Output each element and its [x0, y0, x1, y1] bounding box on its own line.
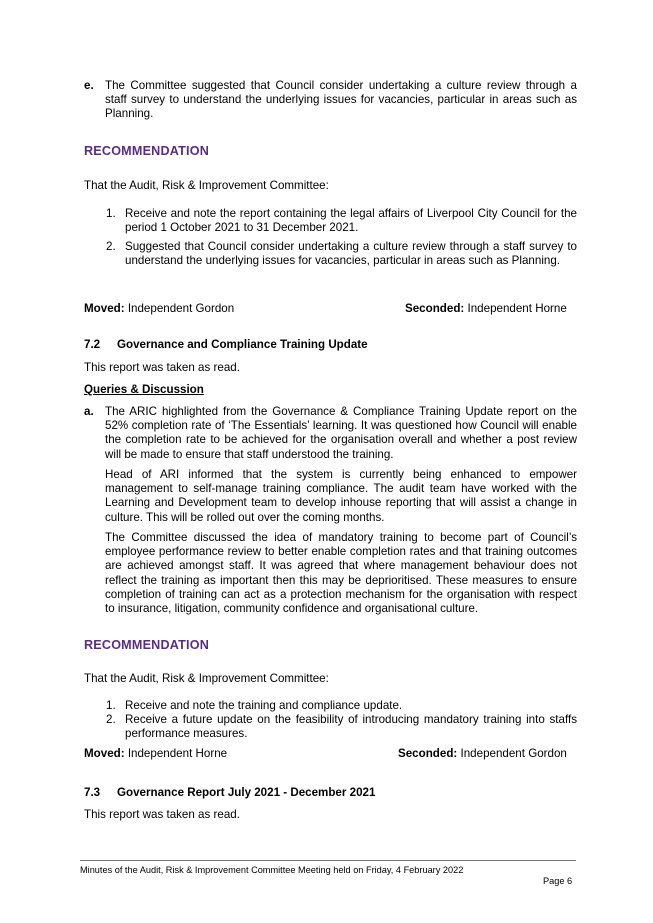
- section-title: Governance and Compliance Training Update: [117, 338, 368, 351]
- list-item: Receive and note the training and compliance update.: [125, 699, 403, 712]
- list-number: 2.: [106, 240, 116, 253]
- item-a-paragraph-2: Head of ARI informed that the system is currently being enhanced to empower management to self-manage training compliance. The audit team have worked with the Learning and Development team to develop inhouse reporting that will assist a change in culture. This will be rolled out over the coming months.: [105, 468, 577, 524]
- footer-divider: [80, 860, 576, 861]
- recommendation-intro: That the Audit, Risk & Improvement Committee:: [84, 672, 329, 685]
- page-number: Page 6: [543, 876, 573, 886]
- item-e-text: The Committee suggested that Council consider undertaking a culture review through a staff survey to understand the underlying issues for vacancies, particular in areas such as Planning.: [105, 79, 577, 121]
- moved-line: [84, 747, 227, 761]
- list-number: 2.: [106, 713, 116, 726]
- report-read: This report was taken as read.: [84, 808, 240, 821]
- item-a-paragraph-3: The Committee discussed the idea of mandatory training to become part of Council’s employee performance review to better enable completion rates and that training outcomes are achieved amongst staff. It was agreed that where management behaviour does not reflect the training as important then this may be deprioritised. These measures to ensure completion of training can act as a protection mechanism for the organisation with respect to insurance, litigation, community confidence and organisational culture.: [105, 531, 577, 616]
- moved-value: Independent Gordon: [127, 302, 235, 315]
- list-item: Suggested that Council consider undertaking a culture review through a staff survey to understand the underlying issues for vacancies, particular in areas such as Planning.: [125, 240, 577, 268]
- queries-heading: Queries & Discussion: [84, 383, 204, 396]
- seconded-label: Seconded:: [405, 302, 465, 315]
- moved-line: [84, 302, 234, 316]
- seconded-value: Independent Gordon: [460, 747, 567, 760]
- section-number: 7.3: [84, 786, 101, 799]
- item-a-marker: a.: [84, 405, 94, 418]
- seconded-value: Independent Horne: [467, 302, 567, 315]
- section-number: 7.2: [84, 338, 101, 351]
- moved-label: Moved:: [84, 747, 125, 760]
- list-item: Receive a future update on the feasibility of introducing mandatory training into staffs performance measures.: [125, 713, 577, 741]
- list-item: Receive and note the report containing the legal affairs of Liverpool City Council for the period 1 October 2021 to 31 December 2021.: [125, 207, 577, 235]
- recommendation-heading: RECOMMENDATION: [84, 144, 209, 158]
- list-number: 1.: [106, 207, 116, 220]
- footer-text: Minutes of the Audit, Risk & Improvement Committee Meeting held on Friday, 4 February 2022: [80, 865, 464, 875]
- report-read: This report was taken as read.: [84, 361, 240, 374]
- seconded-line: [398, 747, 567, 761]
- recommendation-intro: That the Audit, Risk & Improvement Committee:: [84, 179, 329, 192]
- list-number: 1.: [106, 699, 116, 712]
- item-e-marker: e.: [84, 79, 94, 92]
- recommendation-heading: RECOMMENDATION: [84, 638, 209, 652]
- seconded-line: [405, 302, 567, 316]
- seconded-label: Seconded:: [398, 747, 458, 760]
- moved-label: Moved:: [84, 302, 125, 315]
- item-a-paragraph-1: The ARIC highlighted from the Governance & Compliance Training Update report on the 52% completion rate of ‘The Essentials’ learning. It was questioned how Council will enable the completion rate to be achieved for the organisation overall and whether a post review will be made to ensure that staff understood the training.: [105, 405, 577, 461]
- moved-value: Independent Horne: [127, 747, 228, 760]
- section-title: Governance Report July 2021 - December 2021: [117, 786, 376, 799]
